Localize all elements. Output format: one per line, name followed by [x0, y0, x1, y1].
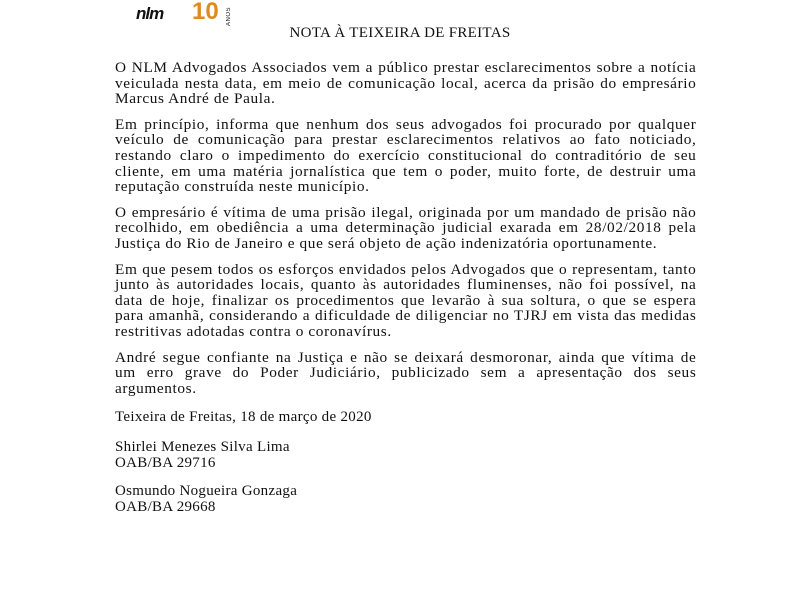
logo — [136, 0, 248, 27]
paragraph-4: Em que pesem todos os esforços envidados pelos Advogados que o representam, tanto junto às autoridades locais, quanto às autoridades fluminenses, não foi possível, na data de hoje, finalizar os procedimentos que levarão à sua soltura, o que se espera para amanhã, considerando a dificuldade de diligenciar no TJRJ em vista das medidas restritivas adotadas contra o coronavírus. — [115, 261, 697, 340]
logo-suffix: ANOS — [226, 7, 232, 27]
paragraph-2: Em princípio, informa que nenhum dos seus advogados foi procurado por qualquer veículo de comunicação para prestar esclarecimentos relativos ao fato noticiado, restando claro o impedimento do exercício constitucional do contraditório de seu cliente, em uma matéria jornalística que tem o poder, muito forte, de destruir uma reputação construída neste município. — [115, 116, 697, 196]
paragraph-1: O NLM Advogados Associados vem a público prestar esclarecimentos sobre a notícia veiculada nesta data, em meio de comunicação local, acerca da prisão do empresário Marcus André de Paula. — [115, 60, 697, 108]
signer-1 — [115, 439, 685, 471]
paragraph-5: André segue confiante na Justiça e não se deixará desmoronar, ainda que vítima de um erro grave do Poder Judiciário, publicizado sem a apresentação dos seus argumentos. — [115, 349, 697, 397]
page-title: NOTA À TEIXEIRA DE FREITAS — [289, 25, 511, 41]
document-body — [115, 60, 697, 527]
signer-oab: OAB/BA 29716 — [115, 455, 216, 472]
signer-name: Osmundo Nogueira Gonzaga — [115, 483, 298, 500]
place-date: Teixeira de Freitas, 18 de março de 2020 — [115, 409, 372, 426]
signer-2 — [115, 483, 685, 515]
signer-oab: OAB/BA 29668 — [115, 499, 216, 516]
signer-name: Shirlei Menezes Silva Lima — [115, 439, 290, 456]
paragraph-3: O empresário é vítima de uma prisão ilegal, originada por um mandado de prisão não recolhido, em obediência a uma determinação judicial exarada em 28/02/2018 pela Justiça do Rio de Janeiro e que será objeto de ação indenizatória oportunamente. — [115, 204, 697, 252]
logo-number: 10 — [192, 0, 219, 25]
logo-brand-text: nlm — [136, 4, 164, 23]
